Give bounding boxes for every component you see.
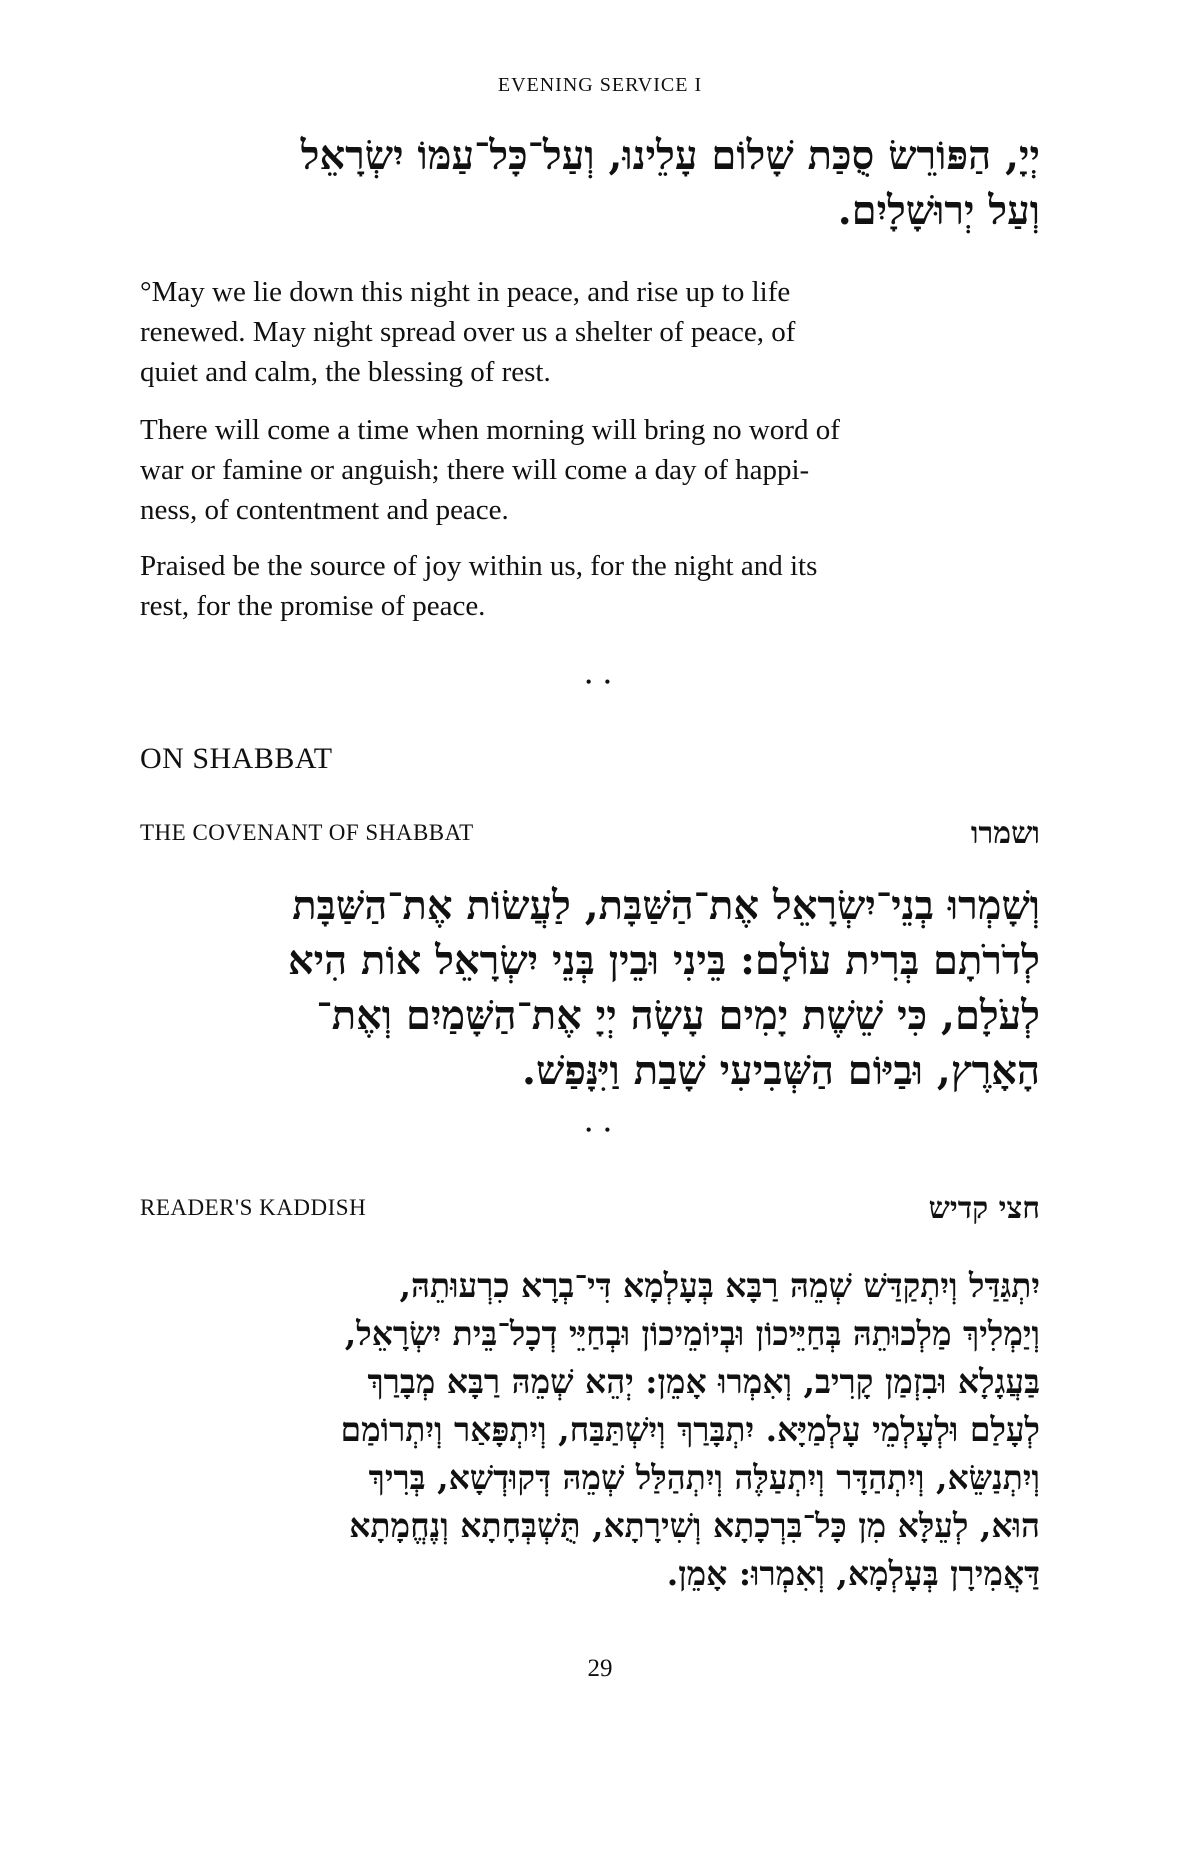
text-line: war or famine or anguish; there will come a day of happi- (140, 454, 810, 486)
text-line: quiet and calm, the blessing of rest. (140, 356, 551, 388)
section-separator: • • (585, 672, 615, 692)
hebrew-line: לְעֹלָם, כִּי שֵׁשֶׁת יָמִים עָשָׂה יְיָ אֶת־הַשָּׁמַיִם וְאֶת־ (316, 992, 1040, 1039)
text-line: There will come a time when morning will bring no word of (140, 414, 840, 446)
text-line: Praised be the source of joy within us, for the night and its (140, 550, 818, 582)
subsection-title: READER'S KADDISH (140, 1195, 367, 1220)
hebrew-line: בַּעֲגָלָא וּבִזְמַן קָרִיב, וְאִמְרוּ אָמֵן: יְהֵא שְׁמֵהּ רַבָּא מְבָרַךְ (367, 1362, 1040, 1401)
section-heading: ON SHABBAT (140, 742, 333, 775)
hebrew-line: וְיִתְנַשֵּׂא, וְיִתְהַדָּר וְיִתְעַלֶּה וְיִתְהַלַּל שְׁמֵהּ דְּקוּדְשָׁא, בְּרִיךְ (368, 1458, 1040, 1497)
text-line: renewed. May night spread over us a shelter of peace, of (140, 316, 796, 348)
blessing-hebrew (140, 128, 1040, 238)
hebrew-line: לְעָלַם וּלְעָלְמֵי עָלְמַיָּא. יִתְבָּרַךְ וְיִשְׁתַּבַּח, וְיִתְפָּאַר וְיִתְרוֹמַם (340, 1410, 1040, 1449)
hebrew-line: יְיָ, הַפּוֹרֵשׂ סֻכַּת שָׁלוֹם עָלֵינוּ, וְעַל־כָּל־עַמּוֹ יִשְׂרָאֵל (300, 132, 1040, 179)
text-line: rest, for the promise of peace. (140, 590, 486, 622)
blessing-paragraph (140, 272, 1040, 392)
hebrew-line: וְשָׁמְרוּ בְנֵי־יִשְׂרָאֵל אֶת־הַשַּׁבָּת, לַעֲשׂוֹת אֶת־הַשַּׁבָּת (292, 882, 1040, 929)
subsection-title: THE COVENANT OF SHABBAT (140, 820, 474, 845)
blessing-paragraph (140, 410, 1040, 530)
running-head: EVENING SERVICE I (497, 74, 703, 96)
hebrew-line: לְדֹרֹתָם בְּרִית עוֹלָם: בֵּינִי וּבֵין בְּנֵי יִשְׂרָאֵל אוֹת הִיא (287, 937, 1040, 984)
text-line: ness, of contentment and peace. (140, 494, 509, 526)
subsection-header (140, 816, 1040, 860)
section-separator: • • (585, 1120, 615, 1140)
kaddish-hebrew (140, 1262, 1040, 1598)
page-number: 29 (587, 1655, 613, 1682)
hebrew-line: דַּאֲמִירָן בְּעָלְמָא, וְאִמְרוּ: אָמֵן. (666, 1554, 1040, 1593)
text-line: °May we lie down this night in peace, and rise up to life (140, 276, 791, 308)
hebrew-line: וְיַמְלִיךְ מַלְכוּתֵהּ בְּחַיֵּיכוֹן וּבְיוֹמֵיכוֹן וּבְחַיֵּי דְכָל־בֵּית יִשְׂרָאֵל, (344, 1314, 1040, 1353)
subsection-hebrew-title: חצי קדיש (928, 1191, 1040, 1226)
subsection-header (140, 1191, 1040, 1235)
blessing-paragraph (140, 546, 1040, 626)
hebrew-line: הָאָרֶץ, וּבַיּוֹם הַשְּׁבִיעִי שָׁבַת וַיִּנָּפַשׁ. (522, 1047, 1040, 1094)
subsection-hebrew-title: ושמרו (970, 816, 1040, 851)
covenant-hebrew (140, 878, 1040, 1098)
hebrew-line: וְעַל יְרוּשָׁלָיִם. (837, 187, 1040, 234)
hebrew-line: יִתְגַּדַּל וְיִתְקַדַּשׁ שְׁמֵהּ רַבָּא בְּעָלְמָא דִּי־בְרָא כִרְעוּתֵהּ, (399, 1266, 1040, 1305)
hebrew-line: הוּא, לְעֵלָּא מִן כָּל־בִּרְכָתָא וְשִׁירָתָא, תֻּשְׁבְּחָתָא וְנֶחֱמָתָא (349, 1506, 1040, 1545)
